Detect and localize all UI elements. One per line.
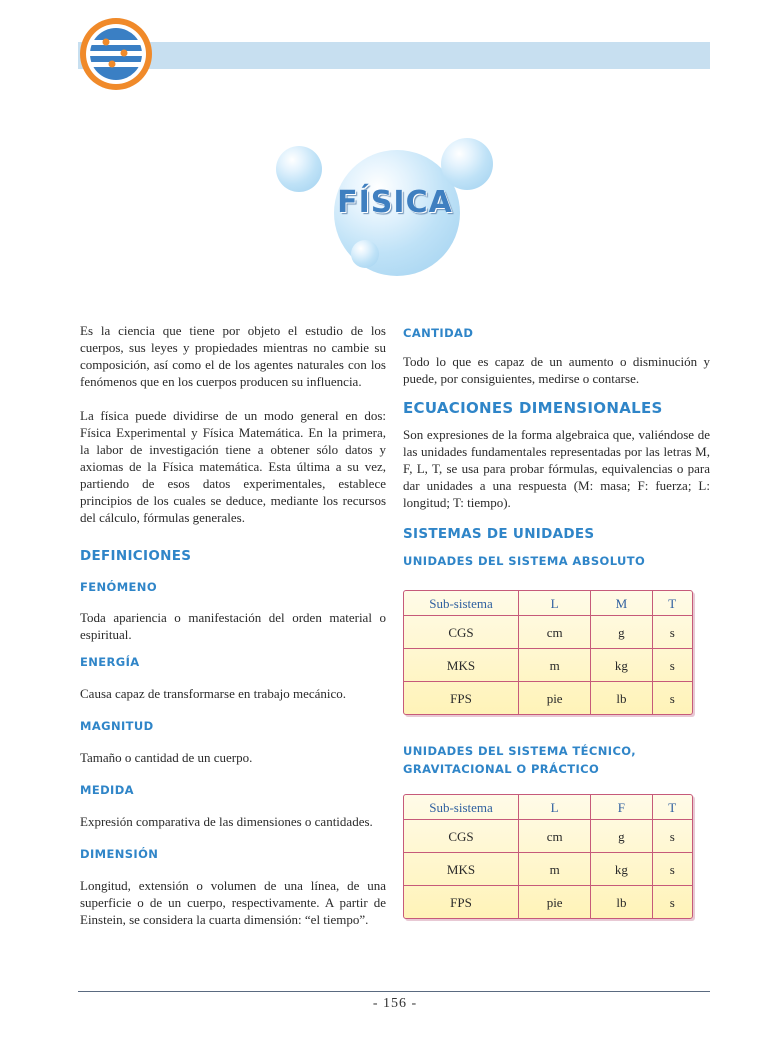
table-cell: g	[591, 616, 652, 649]
term-definition: Tamaño o cantidad de un cuerpo.	[80, 750, 253, 765]
tecnico-heading: GRAVITACIONAL O PRÁCTICO	[403, 762, 600, 776]
table-header-cell: M	[591, 591, 652, 616]
table-header-row	[404, 591, 692, 616]
table-cell: lb	[591, 682, 652, 715]
table-row	[404, 886, 692, 919]
table-header-cell: L	[519, 591, 591, 616]
table-cell: kg	[591, 853, 652, 886]
table-header-row	[404, 795, 692, 820]
sistemas-heading: SISTEMAS DE UNIDADES	[403, 526, 595, 542]
table-cell: m	[519, 649, 591, 682]
term-heading: ENERGÍA	[80, 655, 140, 669]
table-cell: pie	[519, 886, 591, 919]
striped-ball-icon	[78, 16, 154, 92]
table-header-cell: F	[591, 795, 652, 820]
table-header-cell: Sub-sistema	[404, 591, 519, 616]
cantidad-text: Todo lo que es capaz de un aumento o disminución y puede, por consiguientes, medirse o contarse.	[403, 354, 710, 386]
table-cell: pie	[519, 682, 591, 715]
term-heading: FENÓMENO	[80, 580, 158, 594]
decorative-bubble	[351, 240, 379, 268]
table-row	[404, 682, 692, 715]
table-cell: CGS	[404, 616, 519, 649]
table-row	[404, 853, 692, 886]
term-heading: MEDIDA	[80, 783, 134, 797]
table-cell: s	[652, 616, 692, 649]
table-cell: MKS	[404, 853, 519, 886]
left-column	[80, 322, 386, 928]
table-row	[404, 649, 692, 682]
intro-paragraph: Es la ciencia que tiene por objeto el estudio de los cuerpos, sus leyes y propiedades mientras no cambie su composición, así como el de los agentes naturales con los fenómenos que en los cuerpos producen su influencia.	[80, 323, 386, 389]
table-header-cell: Sub-sistema	[404, 795, 519, 820]
table-cell: CGS	[404, 820, 519, 853]
absoluto-heading: UNIDADES DEL SISTEMA ABSOLUTO	[403, 554, 646, 568]
table-row	[404, 616, 692, 649]
table-header-cell: L	[519, 795, 591, 820]
table-cell: g	[591, 820, 652, 853]
absoluto-table	[403, 590, 693, 715]
table-cell: FPS	[404, 682, 519, 715]
term-definition: Toda apariencia o manifestación del orden material o espiritual.	[80, 610, 386, 642]
table-cell: MKS	[404, 649, 519, 682]
page-title: FÍSICA	[337, 185, 453, 220]
table-row	[404, 820, 692, 853]
table-cell: s	[652, 649, 692, 682]
term-definition: Causa capaz de transformarse en trabajo mecánico.	[80, 686, 347, 701]
right-column	[403, 322, 710, 919]
table-cell: cm	[519, 820, 591, 853]
table-cell: FPS	[404, 886, 519, 919]
table-cell: cm	[519, 616, 591, 649]
table-cell: m	[519, 853, 591, 886]
term-definition: Longitud, extensión o volumen de una línea, de una superficie o de un cuerpo, respectivamente. A partir de Einstein, se considera la cuarta dimensión: “el tiempo”.	[80, 878, 386, 927]
table-cell: lb	[591, 886, 652, 919]
term-definition: Expresión comparativa de las dimensiones o cantidades.	[80, 814, 373, 829]
table-cell: s	[652, 682, 692, 715]
table-cell: kg	[591, 649, 652, 682]
page-number: - 156 -	[372, 996, 418, 1011]
table-cell: s	[652, 886, 692, 919]
term-heading: DIMENSIÓN	[80, 847, 159, 861]
ecuaciones-text: Son expresiones de la forma algebraica que, valiéndose de las unidades fundamentales representadas por las letras M, F, L, T, se usa para probar fórmulas, equivalencias o para dar unidades a una respuesta (M: masa; F: fuerza; L: longitud; T: tiempo).	[403, 427, 710, 510]
cantidad-heading: CANTIDAD	[403, 326, 474, 340]
table-cell: s	[652, 853, 692, 886]
decorative-bubble	[441, 138, 493, 190]
definiciones-heading: DEFINICIONES	[80, 548, 192, 564]
table-cell: s	[652, 820, 692, 853]
term-heading: MAGNITUD	[80, 719, 154, 733]
ecuaciones-heading: ECUACIONES DIMENSIONALES	[403, 399, 663, 417]
intro-paragraph: La física puede dividirse de un modo general en dos: Física Experimental y Física Matemática. En la primera, la labor de investigación tiene a obtener sólo datos y axiomas de la Física matemática. Esta última a su vez, partiendo de esos datos experimentales, establece principios de los cuales se deduce, mediante los recursos del cálculo, fórmulas generales.	[80, 408, 386, 525]
header-band	[78, 42, 710, 69]
tecnico-table	[403, 794, 693, 919]
footer-divider	[78, 991, 710, 992]
table-header-cell: T	[652, 795, 692, 820]
table-header-cell: T	[652, 591, 692, 616]
tecnico-heading: UNIDADES DEL SISTEMA TÉCNICO,	[403, 744, 636, 758]
